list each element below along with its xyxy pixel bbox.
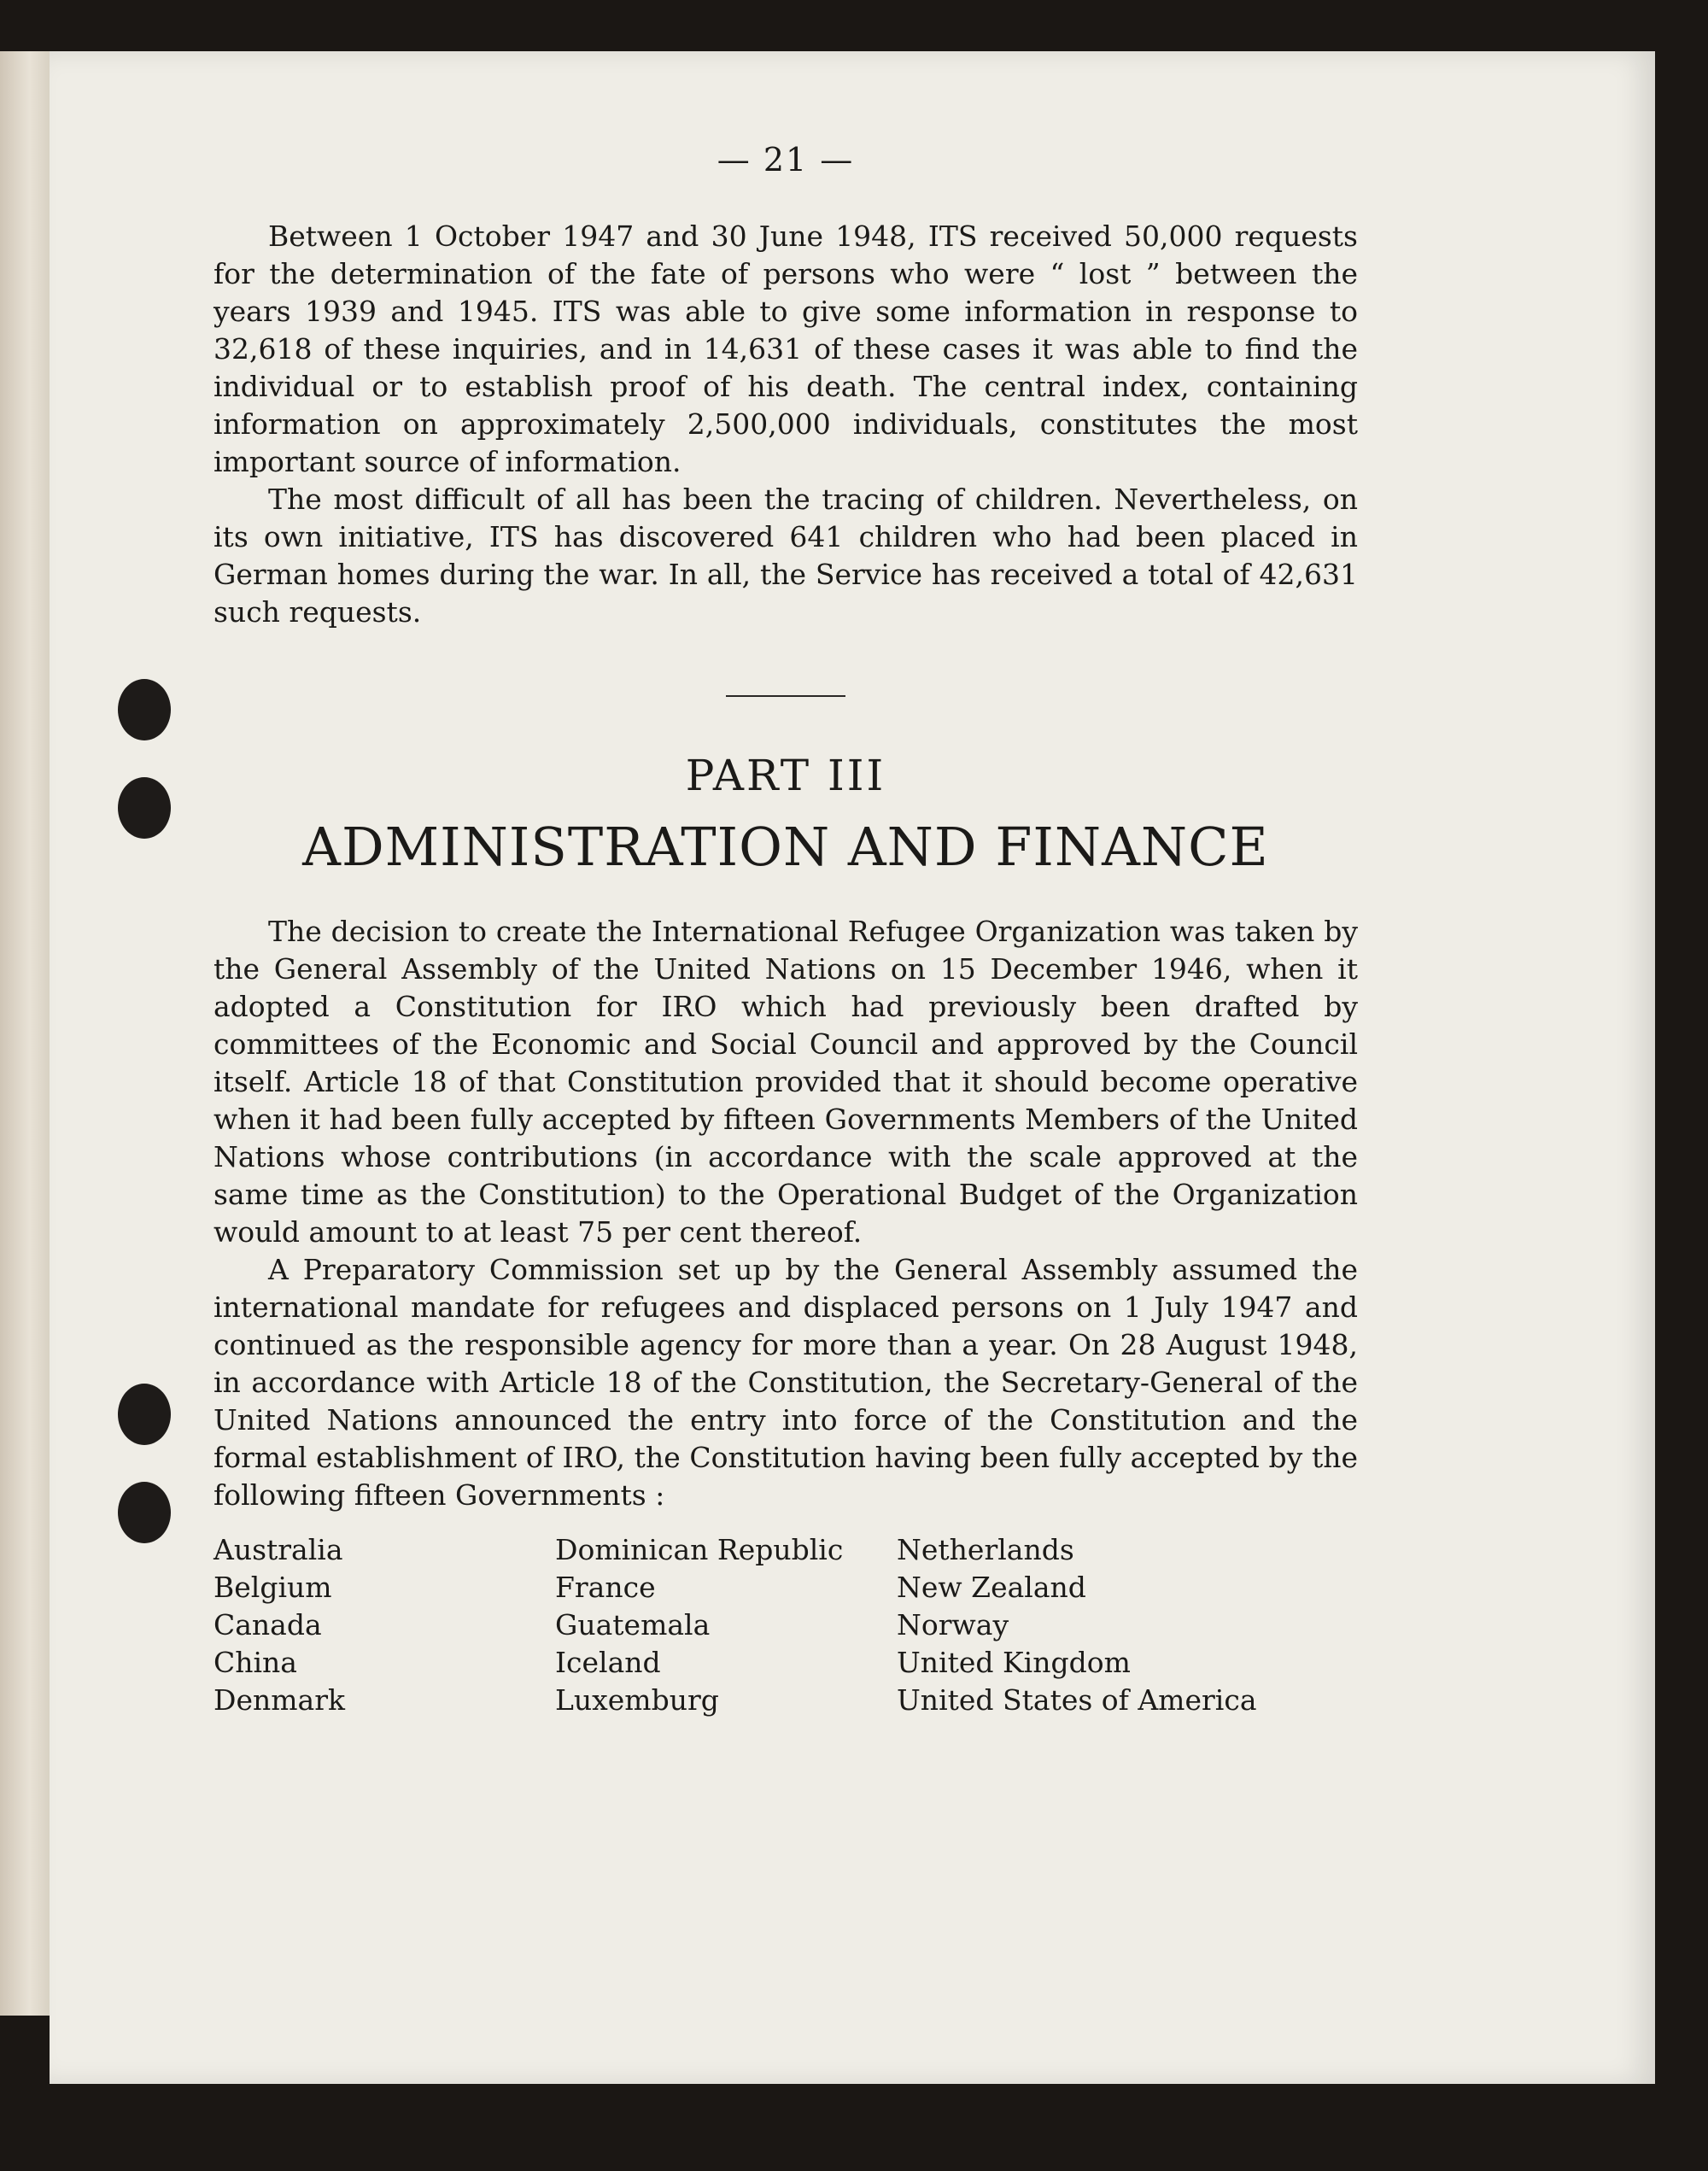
binder-hole: [118, 679, 171, 740]
country-item: New Zealand: [897, 1571, 1086, 1604]
binder-hole: [118, 777, 171, 839]
country-item: China: [214, 1646, 297, 1679]
paragraph-tracing-children: The most difficult of all has been the tracing of children. Nevertheless, on its own initiative, ITS has discovered 641 children who had been placed in German homes during the war. In all, the Service has received a total of 42,631 such requests.: [214, 483, 1358, 629]
paragraph-preparatory-commission: A Preparatory Commission set up by the General Assembly assumed the international mandate for refugees and displaced persons on 1 July 1947 and continued as the responsible agency for more than a year. On 28 August 1948, in accordance with Article 18 of the Constitution, the Secretary-General of the United Nations announced the entry into force of the Constitution and the formal establishment of IRO, the Constitution having been fully accepted by the following fifteen Governments :: [214, 1253, 1358, 1512]
country-item: Guatemala: [555, 1608, 711, 1641]
binder-hole: [118, 1384, 171, 1445]
country-item: United Kingdom: [897, 1646, 1131, 1679]
section-divider: [726, 695, 845, 697]
country-item: Netherlands: [897, 1533, 1074, 1566]
country-item: Norway: [897, 1608, 1009, 1641]
country-item: Belgium: [214, 1571, 332, 1604]
country-item: United States of America: [897, 1683, 1257, 1717]
countries-column-2: [555, 1531, 897, 1719]
country-item: Iceland: [555, 1646, 661, 1679]
paragraph-its-requests: Between 1 October 1947 and 30 June 1948, ITS received 50,000 requests for the determination of the fate of persons who were “ lost ” between the years 1939 and 1945. ITS was able to give some information in response to 32,618 of these inquiries, and in 14,631 of these cases it was able to find the individual or to establish proof of his death. The central index, containing information on approximately 2,500,000 individuals, constitutes the most important source of information.: [214, 219, 1358, 478]
section-title: ADMINISTRATION AND FINANCE: [302, 816, 1269, 878]
countries-column-1: [214, 1531, 555, 1719]
country-item: Denmark: [214, 1683, 345, 1717]
country-item: Australia: [214, 1533, 343, 1566]
country-item: Luxemburg: [555, 1683, 719, 1717]
previous-page-edge: [0, 51, 50, 2016]
country-item: France: [555, 1571, 656, 1604]
page-content: [214, 141, 1358, 1719]
countries-list: [214, 1531, 1358, 1719]
page-number: — 21 —: [717, 141, 855, 178]
country-item: Dominican Republic: [555, 1533, 844, 1566]
countries-column-3: [897, 1531, 1358, 1719]
paragraph-iro-creation: The decision to create the International Refugee Organization was taken by the General Assembly of the United Nations on 15 December 1946, when it adopted a Constitution for IRO which had previously been drafted by committees of the Economic and Social Council and approved by the Council itself. Article 18 of that Constitution provided that it should become operative when it had been fully accepted by fifteen Governments Members of the United Nations whose contributions (in accordance with the scale approved at the same time as the Constitution) to the Operational Budget of the Organization would amount to at least 75 per cent thereof.: [214, 915, 1358, 1249]
binder-hole: [118, 1482, 171, 1543]
part-heading: PART III: [685, 751, 886, 800]
country-item: Canada: [214, 1608, 322, 1641]
